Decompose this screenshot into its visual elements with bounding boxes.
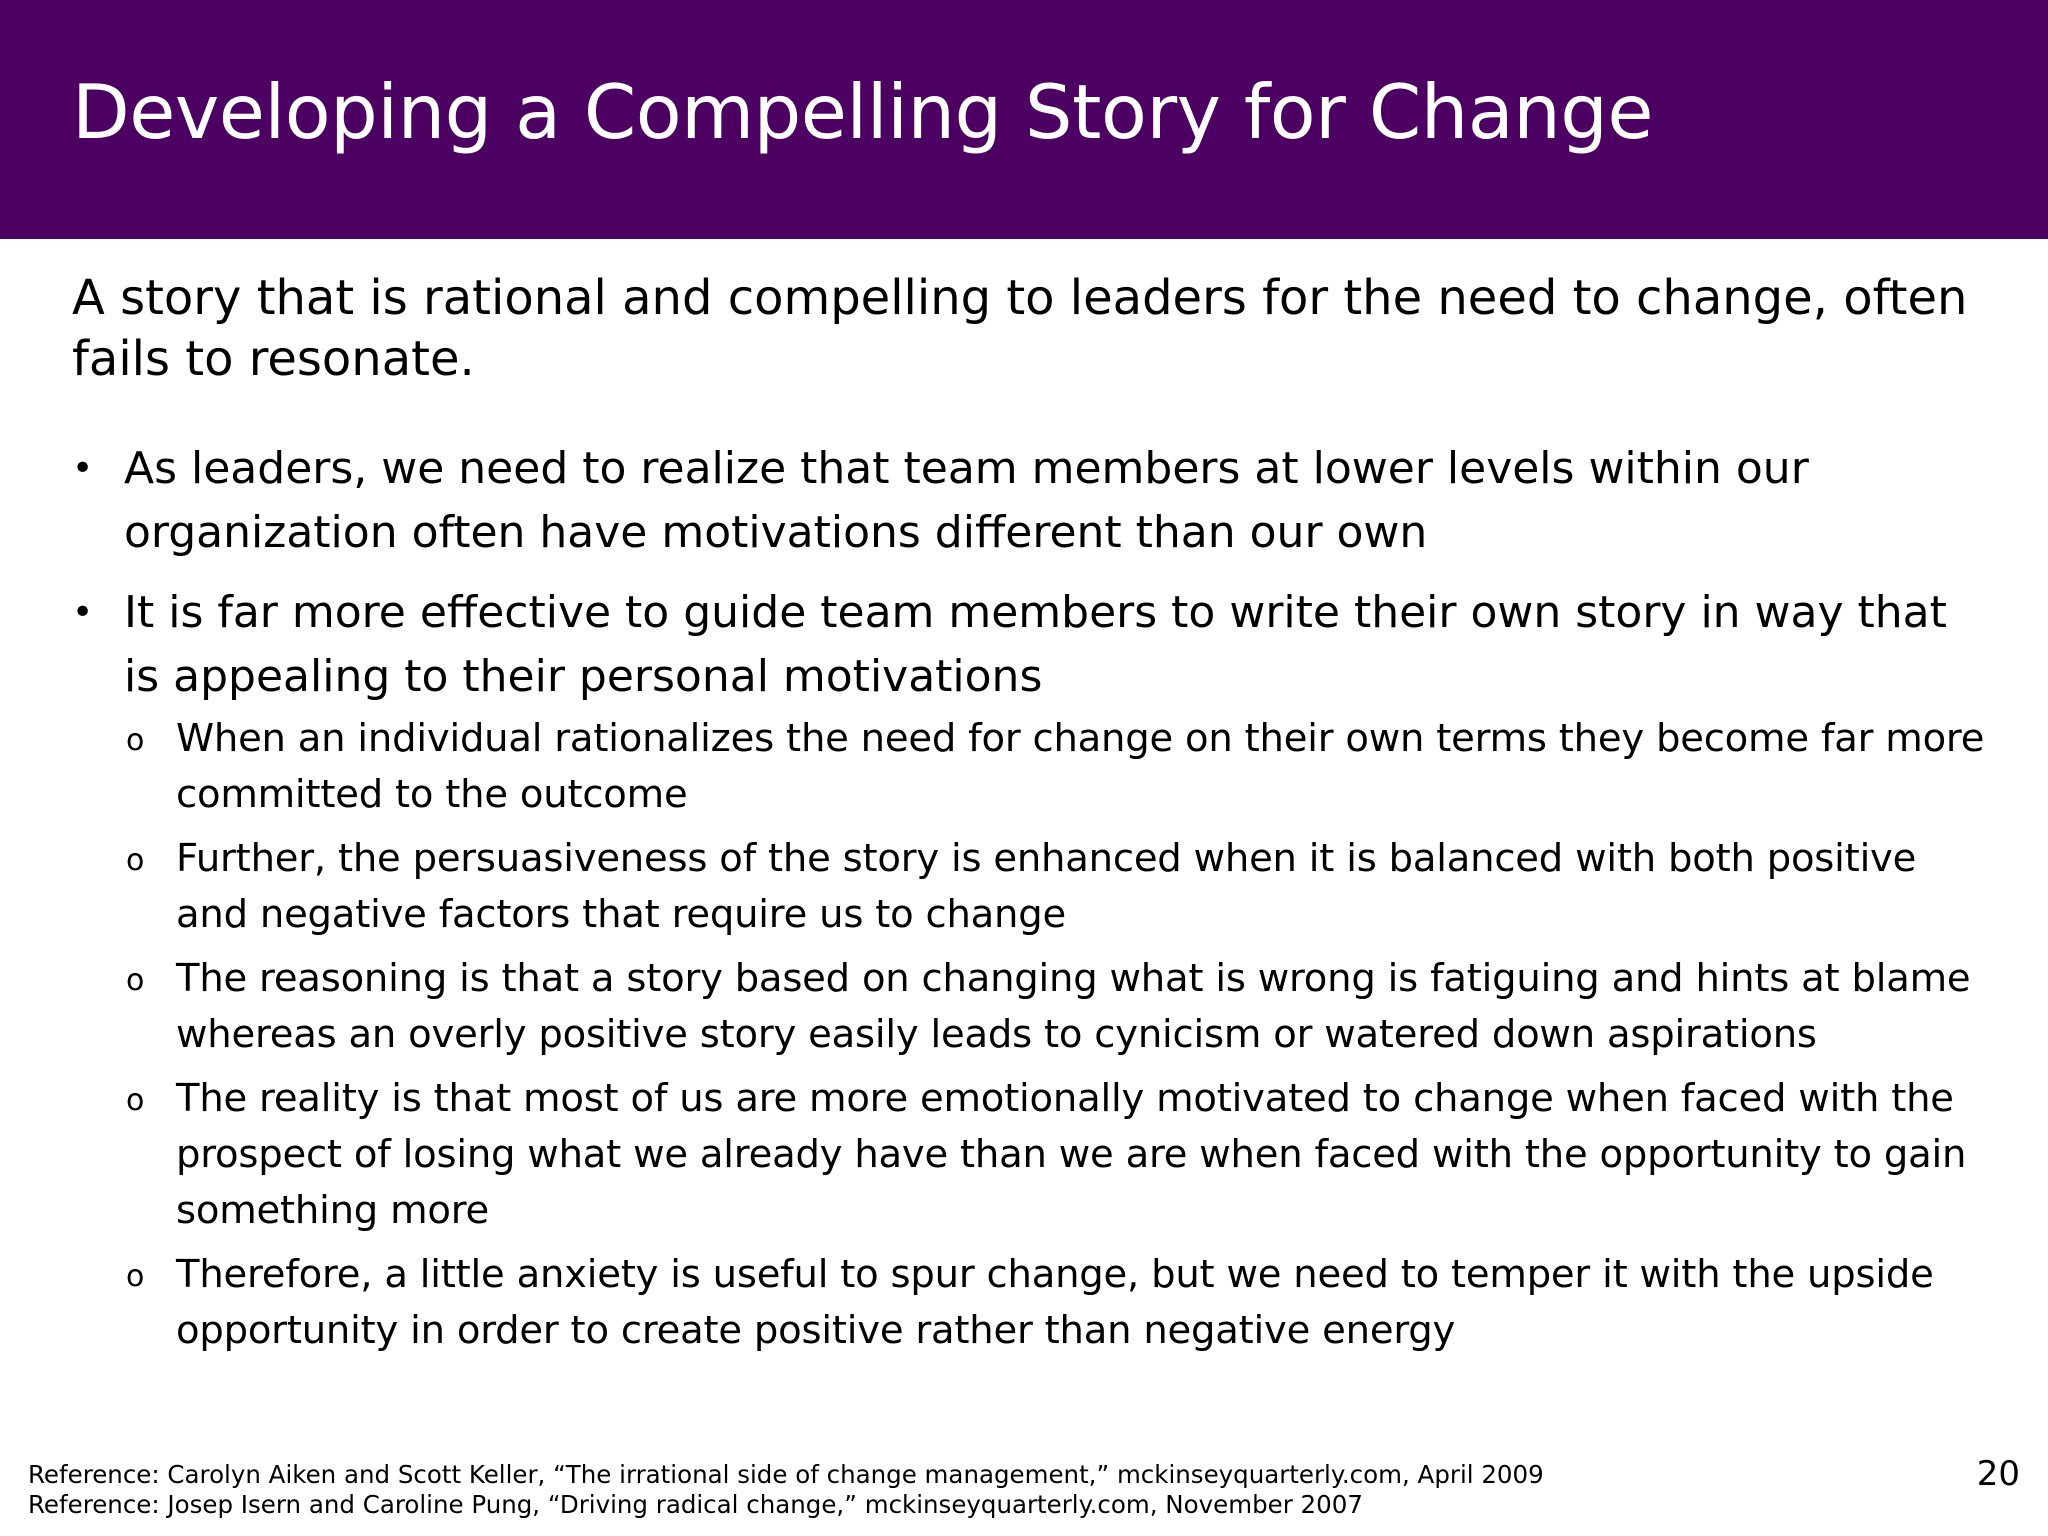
sub-bullet-item bbox=[124, 831, 1992, 943]
sub-bullet-item bbox=[124, 951, 1992, 1063]
slide-title: Developing a Compelling Story for Change bbox=[72, 68, 1654, 156]
references bbox=[28, 1460, 1544, 1520]
sub-bullet-text: Further, the persuasiveness of the story is enhanced when it is balanced with both positive and negative factors that require us to change bbox=[176, 836, 1917, 937]
bullet-text: It is far more effective to guide team members to write their own story in way that is appealing to their personal motivations bbox=[124, 587, 1947, 702]
sub-bullet-marker: o bbox=[126, 723, 145, 758]
bullet-item bbox=[72, 437, 1992, 565]
bullet-text: As leaders, we need to realize that team members at lower levels within our organization often have motivations different than our own bbox=[124, 443, 1809, 558]
sub-bullet-marker: o bbox=[126, 843, 145, 878]
sub-bullet-text: The reasoning is that a story based on changing what is wrong is fatiguing and hints at blame whereas an overly positive story easily leads to cynicism or watered down aspirations bbox=[176, 956, 1971, 1057]
page-number: 20 bbox=[1976, 1454, 2020, 1494]
bullet-marker: • bbox=[72, 448, 94, 489]
sub-bullet-marker: o bbox=[126, 1083, 145, 1118]
bullet-item bbox=[72, 581, 1992, 1359]
reference-line: Reference: Josep Isern and Caroline Pung, “Driving radical change,” mckinseyquarterly.com, November 2007 bbox=[28, 1490, 1363, 1519]
sub-bullet-item bbox=[124, 1247, 1992, 1359]
bullet-list bbox=[72, 437, 1992, 1375]
lead-statement: A story that is rational and compelling to leaders for the need to change, often fails to resonate. bbox=[72, 270, 1968, 387]
reference-line: Reference: Carolyn Aiken and Scott Keller, “The irrational side of change management,” mckinseyquarterly.com, April 2009 bbox=[28, 1460, 1544, 1489]
sub-bullet-marker: o bbox=[126, 1259, 145, 1294]
title-bar bbox=[0, 0, 2048, 239]
sub-bullet-text: Therefore, a little anxiety is useful to spur change, but we need to temper it with the upside opportunity in order to create positive rather than negative energy bbox=[176, 1252, 1934, 1353]
sub-bullet-marker: o bbox=[126, 963, 145, 998]
bullet-marker: • bbox=[72, 592, 94, 633]
sub-bullet-item bbox=[124, 711, 1992, 823]
sub-bullet-list bbox=[124, 711, 1992, 1359]
sub-bullet-text: The reality is that most of us are more emotionally motivated to change when faced with the prospect of losing what we already have than we are when faced with the opportunity to gain something more bbox=[176, 1076, 1967, 1233]
sub-bullet-item bbox=[124, 1071, 1992, 1239]
sub-bullet-text: When an individual rationalizes the need for change on their own terms they become far more committed to the outcome bbox=[176, 716, 1985, 817]
